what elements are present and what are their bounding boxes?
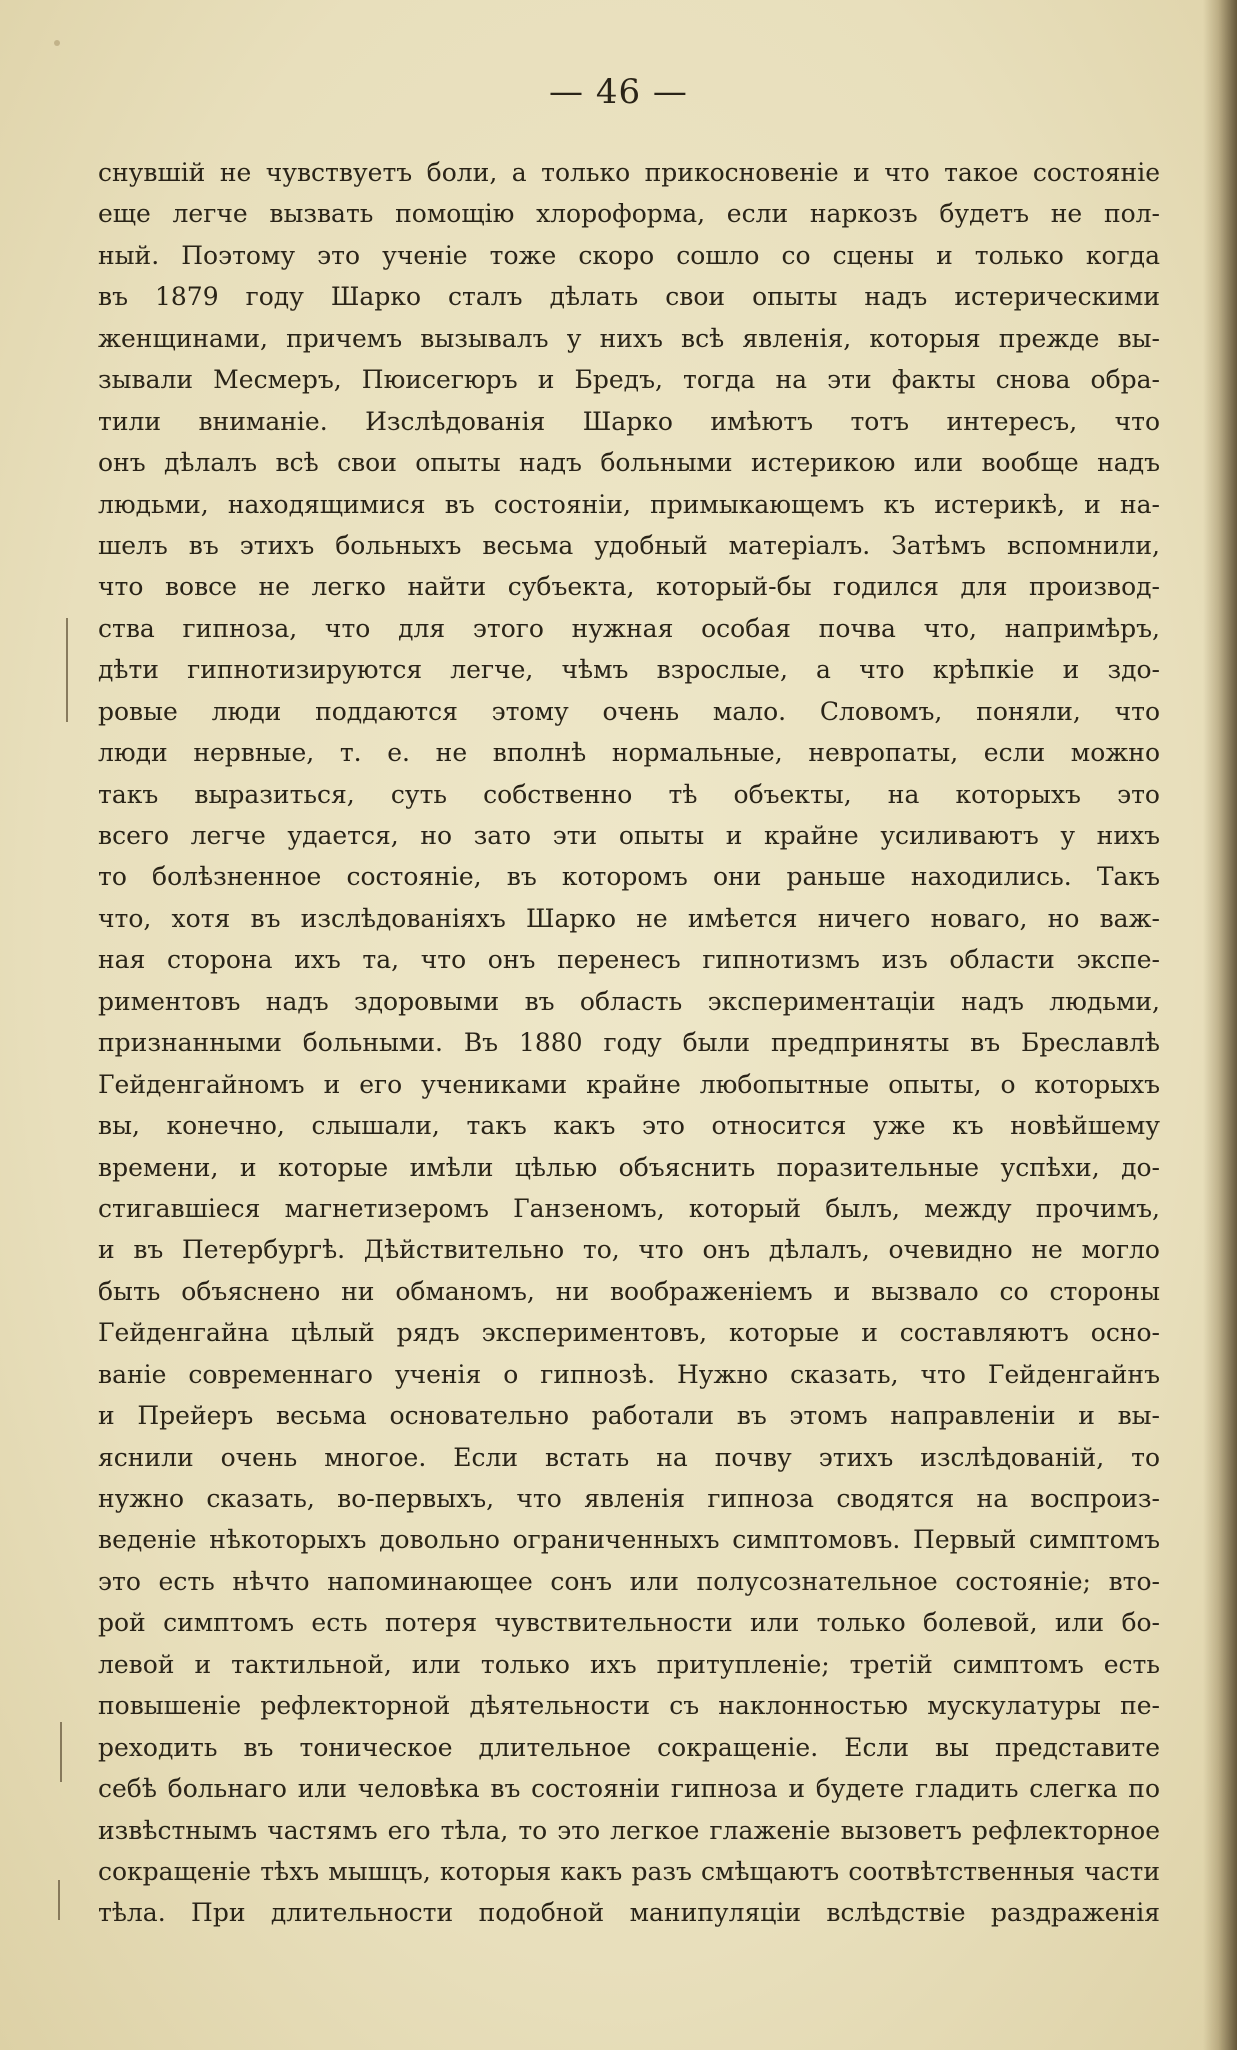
text-line: риментовъ надъ здоровыми въ область экспериментаціи надъ людьми, [98, 986, 1160, 1016]
text-line: Гейденгайномъ и его учениками крайне любопытные опыты, о которыхъ [98, 1069, 1160, 1099]
text-line: веденіе нѣкоторыхъ довольно ограниченныхъ симптомовъ. Первый симптомъ [98, 1525, 1160, 1555]
text-line: въ 1879 году Шарко сталъ дѣлать свои опыты надъ истерическими [98, 282, 1160, 312]
text-line: ства гипноза, что для этого нужная особая почва что, напримѣръ, [98, 613, 1160, 643]
text-line: стигавшіеся магнетизеромъ Ганзеномъ, который былъ, между прочимъ, [98, 1193, 1160, 1223]
text-line: зывали Месмеръ, Пюисегюръ и Бредъ, тогда на эти факты снова обра- [98, 365, 1160, 395]
text-line: это есть нѣчто напоминающее сонъ или полусознательное состояніе; вто- [98, 1566, 1160, 1596]
text-line: ровые люди поддаются этому очень мало. Словомъ, поняли, что [98, 696, 1160, 726]
text-line: что вовсе не легко найти субъекта, который-бы годился для производ- [98, 572, 1160, 602]
page-number: — 46 — [549, 72, 688, 112]
text-line: яснили очень многое. Если встать на почву этихъ изслѣдованій, то [98, 1442, 1160, 1472]
text-line: всего легче удается, но зато эти опыты и крайне усиливаютъ у нихъ [98, 821, 1160, 850]
text-line: шелъ въ этихъ больныхъ весьма удобный матеріалъ. Затѣмъ вспомнили, [98, 530, 1160, 560]
paper-speck [54, 40, 60, 46]
text-line: вы, конечно, слышали, такъ какъ это относится уже къ новѣйшему [98, 1111, 1160, 1141]
margin-pencil-mark [58, 1880, 60, 1920]
text-line: ный. Поэтому это ученіе тоже скоро сошло со сцены и только когда [98, 240, 1160, 270]
text-line: люди нервные, т. е. не вполнѣ нормальные, невропаты, если можно [98, 738, 1160, 768]
text-line: дѣти гипнотизируются легче, чѣмъ взрослые, а что крѣпкіе и здо- [98, 655, 1160, 685]
text-line: времени, и которые имѣли цѣлью объяснить поразительные успѣхи, до- [98, 1152, 1160, 1182]
text-line: левой и тактильной, или только ихъ притупленіе; третій симптомъ есть [98, 1649, 1160, 1679]
text-line: сокращеніе тѣхъ мышцъ, которыя какъ разъ смѣщаютъ соотвѣтственныя части [98, 1856, 1160, 1886]
text-line: людьми, находящимися въ состояніи, примыкающемъ къ истерикѣ, и на- [98, 489, 1160, 519]
text-line: ная сторона ихъ та, что онъ перенесъ гипнотизмъ изъ области экспе- [98, 945, 1160, 975]
text-line: извѣстнымъ частямъ его тѣла, то это легкое глаженіе вызоветъ рефлекторное [98, 1815, 1160, 1845]
text-line: онъ дѣлалъ всѣ свои опыты надъ больными истерикою или вообще надъ [98, 448, 1160, 478]
text-line: и въ Петербургѣ. Дѣйствительно то, что онъ дѣлалъ, очевидно не могло [98, 1235, 1160, 1265]
text-line: рой симптомъ есть потеря чувствительности или только болевой, или бо- [98, 1608, 1160, 1638]
text-line: тили вниманіе. Изслѣдованія Шарко имѣютъ тотъ интересъ, что [98, 406, 1160, 436]
text-line: снувшій не чувствуетъ боли, а только прикосновеніе и что такое состояніе [98, 158, 1160, 187]
text-line: Гейденгайна цѣлый рядъ экспериментовъ, которые и составляютъ осно- [98, 1318, 1160, 1348]
text-line: признанными больными. Въ 1880 году были предприняты въ Бреславлѣ [98, 1028, 1160, 1058]
text-line: нужно сказать, во-первыхъ, что явленія гипноза сводятся на воспроиз- [98, 1484, 1160, 1513]
text-line: реходить въ тоническое длительное сокращеніе. Если вы представите [98, 1732, 1160, 1762]
text-line: еще легче вызвать помощію хлороформа, если наркозъ будетъ не пол- [98, 199, 1160, 229]
margin-pencil-mark [60, 1722, 62, 1782]
text-line: такъ выразиться, суть собственно тѣ объекты, на которыхъ это [98, 779, 1160, 809]
text-line: что, хотя въ изслѣдованіяхъ Шарко не имѣется ничего новаго, но важ- [98, 903, 1160, 933]
text-line: и Прейеръ весьма основательно работали въ этомъ направленіи и вы- [98, 1401, 1160, 1431]
text-line: быть объяснено ни обманомъ, ни воображеніемъ и вызвало со стороны [98, 1276, 1160, 1306]
binding-gutter-shadow [1203, 0, 1237, 2050]
margin-pencil-mark [66, 618, 68, 722]
text-line: женщинами, причемъ вызывалъ у нихъ всѣ явленія, которыя прежде вы- [98, 323, 1160, 353]
text-line: себѣ больнаго или человѣка въ состояніи гипноза и будете гладить слегка по [98, 1774, 1160, 1804]
text-line: тѣла. При длительности подобной манипуляціи вслѣдствіе раздраженія [98, 1898, 1160, 1928]
text-line: повышеніе рефлекторной дѣятельности съ наклонностью мускулатуры пе- [98, 1691, 1160, 1721]
body-text [98, 152, 1160, 1934]
text-line: то болѣзненное состояніе, въ которомъ они раньше находились. Такъ [98, 862, 1160, 892]
text-line: ваніе современнаго ученія о гипнозѣ. Нужно сказать, что Гейденгайнъ [98, 1359, 1160, 1389]
